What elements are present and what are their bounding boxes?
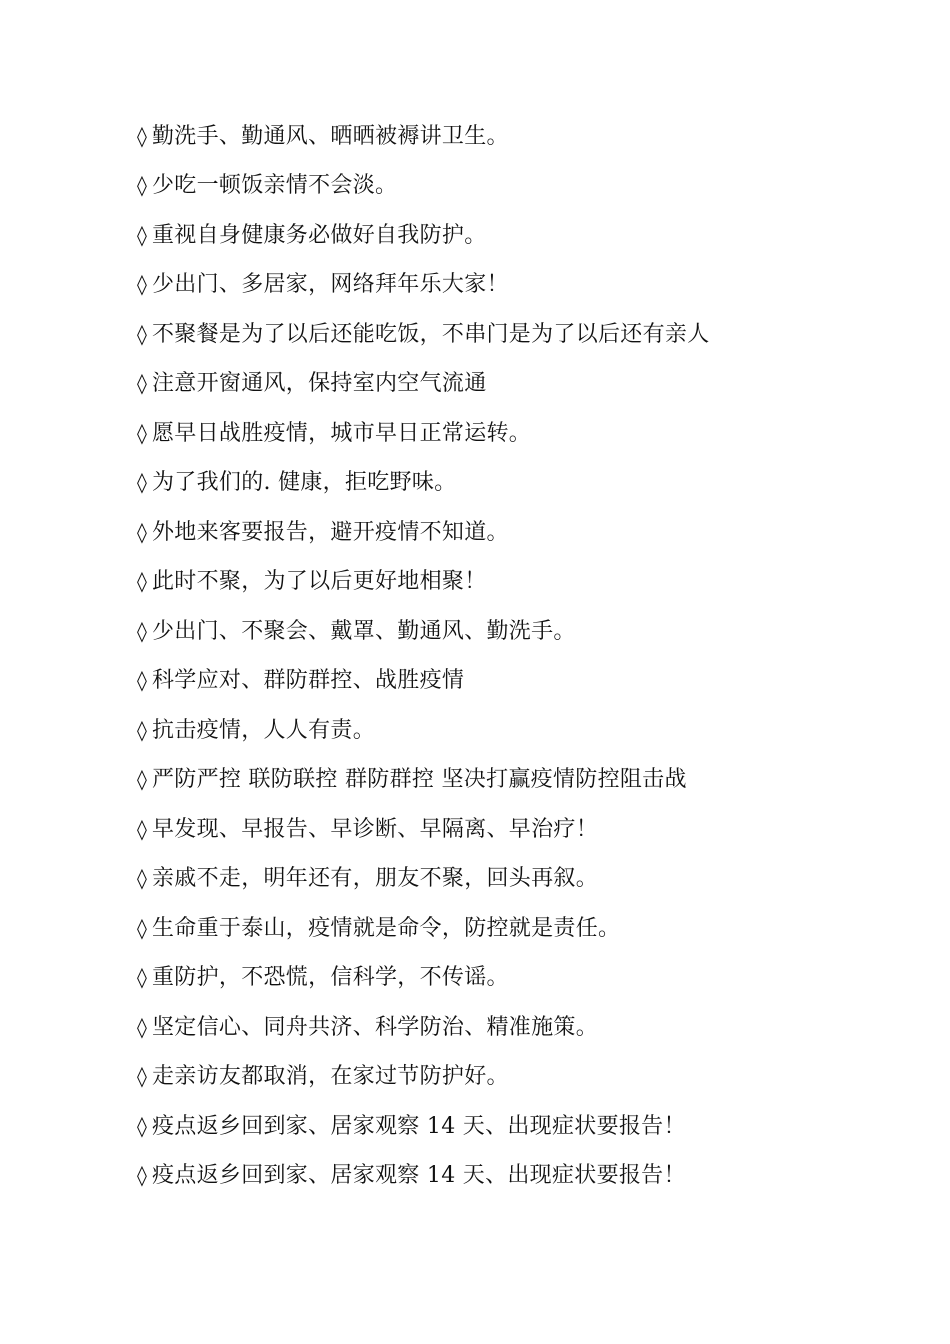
slogan-text: 注意开窗通风，保持室内空气流通: [152, 371, 487, 397]
slogan-text: 科学应对、群防群控、战胜疫情: [152, 668, 465, 694]
diamond-bullet-icon: ◊: [137, 767, 147, 792]
slogan-text: 严防严控 联防联控 群防群控 坚决打赢疫情防控阻击战: [152, 767, 687, 793]
diamond-bullet-icon: ◊: [137, 470, 147, 495]
slogan-line: [137, 162, 897, 212]
slogan-line: [137, 954, 897, 1004]
slogan-text: 外地来客要报告，避开疫情不知道。: [152, 519, 509, 545]
diamond-bullet-icon: ◊: [137, 1113, 147, 1138]
diamond-bullet-icon: ◊: [137, 1064, 147, 1089]
slogan-line: [137, 211, 897, 261]
slogan-line: [137, 558, 897, 608]
diamond-bullet-icon: ◊: [137, 1163, 147, 1188]
slogan-line: [137, 1102, 897, 1152]
diamond-bullet-icon: ◊: [137, 816, 147, 841]
slogan-text: 重视自身健康务必做好自我防护。: [152, 222, 487, 248]
slogan-line: [137, 459, 897, 509]
slogan-text: 少吃一顿饭亲情不会淡。: [152, 173, 398, 199]
slogan-line: [137, 409, 897, 459]
slogan-text: 此时不聚，为了以后更好地相聚！: [152, 569, 487, 595]
slogan-text: 亲戚不走，明年还有，朋友不聚，回头再叙。: [152, 866, 599, 892]
slogan-line: [137, 1152, 897, 1202]
diamond-bullet-icon: ◊: [137, 272, 147, 297]
diamond-bullet-icon: ◊: [137, 915, 147, 940]
slogan-list: [137, 112, 897, 1201]
diamond-bullet-icon: ◊: [137, 420, 147, 445]
slogan-line: [137, 855, 897, 905]
diamond-bullet-icon: ◊: [137, 717, 147, 742]
slogan-line: [137, 756, 897, 806]
slogan-line: [137, 1003, 897, 1053]
slogan-line: [137, 112, 897, 162]
diamond-bullet-icon: ◊: [137, 866, 147, 891]
slogan-line: [137, 706, 897, 756]
diamond-bullet-icon: ◊: [137, 965, 147, 990]
diamond-bullet-icon: ◊: [137, 123, 147, 148]
slogan-text: 疫点返乡回到家、居家观察 14 天、出现症状要报告！: [152, 1163, 686, 1189]
slogan-text: 抗击疫情，人人有责。: [152, 717, 376, 743]
diamond-bullet-icon: ◊: [137, 173, 147, 198]
diamond-bullet-icon: ◊: [137, 222, 147, 247]
slogan-line: [137, 1053, 897, 1103]
slogan-text: 生命重于泰山，疫情就是命令，防控就是责任。: [152, 915, 621, 941]
slogan-text: 少出门、多居家，网络拜年乐大家！: [152, 272, 509, 298]
slogan-text: 早发现、早报告、早诊断、早隔离、早治疗！: [152, 816, 599, 842]
slogan-text: 坚定信心、同舟共济、科学防治、精准施策。: [152, 1014, 599, 1040]
slogan-text: 勤洗手、勤通风、晒晒被褥讲卫生。: [152, 123, 509, 149]
diamond-bullet-icon: ◊: [137, 1014, 147, 1039]
slogan-text: 重防护，不恐慌，信科学，不传谣。: [152, 965, 509, 991]
diamond-bullet-icon: ◊: [137, 519, 147, 544]
slogan-text: 少出门、不聚会、戴罩、勤通风、勤洗手。: [152, 618, 576, 644]
slogan-line: [137, 360, 897, 410]
slogan-line: [137, 310, 897, 360]
slogan-text: 疫点返乡回到家、居家观察 14 天、出现症状要报告！: [152, 1113, 686, 1139]
diamond-bullet-icon: ◊: [137, 569, 147, 594]
slogan-line: [137, 607, 897, 657]
slogan-line: [137, 261, 897, 311]
slogan-line: [137, 508, 897, 558]
slogan-text: 愿早日战胜疫情，城市早日正常运转。: [152, 420, 532, 446]
slogan-line: [137, 657, 897, 707]
diamond-bullet-icon: ◊: [137, 668, 147, 693]
slogan-line: [137, 904, 897, 954]
slogan-text: 不聚餐是为了以后还能吃饭，不串门是为了以后还有亲人: [152, 321, 710, 347]
slogan-line: [137, 805, 897, 855]
diamond-bullet-icon: ◊: [137, 321, 147, 346]
diamond-bullet-icon: ◊: [137, 371, 147, 396]
slogan-text: 为了我们的. 健康，拒吃野味。: [152, 470, 457, 496]
slogan-text: 走亲访友都取消，在家过节防护好。: [152, 1064, 509, 1090]
diamond-bullet-icon: ◊: [137, 618, 147, 643]
